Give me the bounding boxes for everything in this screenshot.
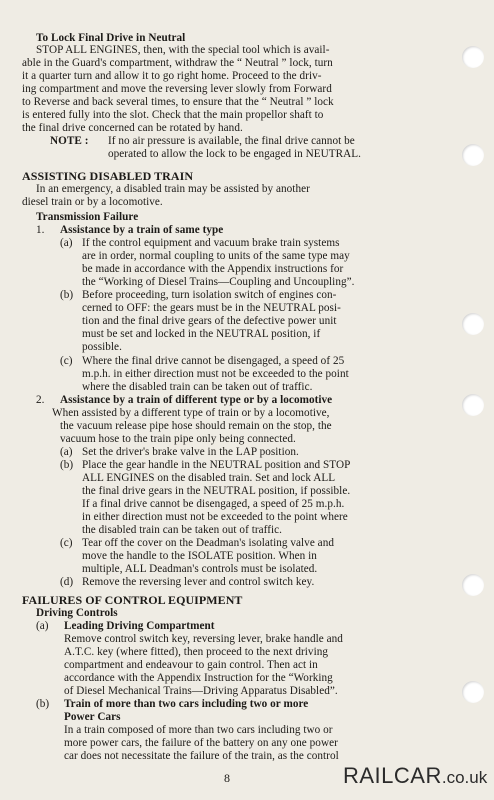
text-line: cerned to OFF: the gears must be in the NEUTRAL posi- (82, 302, 341, 314)
text-line: Where the final drive cannot be disengaged, a speed of 25 (82, 355, 345, 367)
item-number: 1. (36, 224, 45, 236)
subheading: Transmission Failure (36, 211, 139, 223)
text-line: in either direction must not be exceeded to the point where (82, 511, 348, 523)
text-line: Set the driver's brake valve in the LAP position. (82, 446, 299, 458)
text-line: If the control equipment and vacuum brake train systems (82, 237, 340, 249)
item-label: (c) (60, 537, 73, 549)
text-line: the “Working of Diesel Trains—Coupling and Uncoupling”. (82, 276, 355, 288)
text-line: move the handle to the ISOLATE position. When in (82, 550, 317, 562)
item-label: (a) (36, 620, 49, 632)
text-line: the disabled train can be taken out of traffic. (82, 524, 283, 536)
brand-suffix: .co.uk (441, 768, 488, 787)
text-line: If no air pressure is available, the final drive cannot be (108, 135, 355, 147)
text-line: where the disabled train can be taken out of traffic. (82, 381, 313, 393)
punch-hole (462, 313, 484, 335)
text-line: possible. (82, 341, 122, 353)
subheading: Driving Controls (36, 607, 118, 619)
punch-hole (462, 394, 484, 416)
text-line: car does not necessitate the failure of the train, as the control (64, 750, 339, 762)
text-line: must be set and locked in the NEUTRAL position, if (82, 328, 321, 340)
item-title: Power Cars (64, 711, 121, 723)
text-line: When assisted by a different type of train or by a locomotive, (52, 407, 330, 419)
text-line: Remove control switch key, reversing lever, brake handle and (64, 633, 343, 645)
section-heading: ASSISTING DISABLED TRAIN (22, 169, 194, 183)
item-label: (b) (60, 459, 74, 471)
text-line: multiple, ALL Deadman's controls must be isolated. (82, 563, 318, 575)
section-heading: To Lock Final Drive in Neutral (36, 32, 186, 44)
text-line: Remove the reversing lever and control switch key. (82, 576, 315, 588)
brand-main: RAILCAR (343, 763, 442, 788)
text-line: more power cars, the failure of the battery on any one power (64, 737, 338, 749)
text-line: it a quarter turn and allow it to go right home. Proceed to the driv- (22, 70, 322, 82)
item-label: (b) (60, 289, 74, 301)
text-line: Tear off the cover on the Deadman's isolating valve and (82, 537, 334, 549)
text-line: is entered fully into the slot. Check that the main propellor shaft to (22, 109, 324, 121)
text-line: ing compartment and move the reversing lever slowly from Forward (22, 83, 332, 95)
item-title: Train of more than two cars including two or more (64, 698, 309, 710)
item-title: Assistance by a train of same type (60, 224, 224, 236)
item-label: (c) (60, 355, 73, 367)
text-line: m.p.h. in either direction must not be exceeded to the point (82, 368, 349, 380)
page-number: 8 (224, 771, 230, 785)
text-line: able in the Guard's compartment, withdraw the “ Neutral ” lock, turn (22, 57, 333, 69)
text-line: A.T.C. key (where fitted), then proceed to the next driving (64, 646, 329, 658)
item-title: Leading Driving Compartment (64, 620, 215, 632)
text-line: the final drive gears in the NEUTRAL position, if possible. (82, 485, 351, 497)
text-line: are in order, normal coupling to units of the same type may (82, 250, 350, 262)
section-heading: FAILURES OF CONTROL EQUIPMENT (22, 593, 243, 607)
text-line: If a final drive cannot be disengaged, a speed of 25 m.p.h. (82, 498, 345, 510)
railcar-watermark (343, 763, 487, 789)
text-line: vacuum hose to the train pipe only being connected. (60, 433, 296, 445)
text-line: compartment and endeavour to gain control. Then act in (64, 659, 318, 671)
text-line: diesel train or by a locomotive. (22, 196, 163, 208)
text-line: the vacuum release pipe hose should remain on the stop, the (60, 420, 332, 432)
text-line: to Reverse and back several times, to ensure that the “ Neutral ” lock (22, 96, 334, 108)
item-label: (a) (60, 237, 73, 249)
text-line: of Diesel Mechanical Trains—Driving Apparatus Disabled”. (64, 685, 338, 697)
punch-hole (462, 46, 484, 68)
text-line: ALL ENGINES on the disabled train. Set and lock ALL (82, 472, 336, 484)
item-label: (d) (60, 576, 74, 588)
text-line: operated to allow the lock to be engaged in NEUTRAL. (108, 148, 362, 160)
punch-hole (462, 144, 484, 166)
text-line: In an emergency, a disabled train may be assisted by another (36, 183, 310, 195)
text-line: be made in accordance with the Appendix instructions for (82, 263, 344, 275)
note-label: NOTE : (50, 135, 89, 147)
text-line: the final drive concerned can be rotated by hand. (22, 122, 243, 134)
punch-hole (462, 681, 484, 703)
text-line: In a train composed of more than two cars including two or (64, 724, 333, 736)
text-line: tion and the final drive gears of the defective power unit (82, 315, 337, 327)
text-line: Before proceeding, turn isolation switch of engines con- (82, 289, 337, 301)
punch-hole (462, 574, 484, 596)
item-label: (b) (36, 698, 50, 710)
item-title: Assistance by a train of different type or by a locomotive (60, 394, 333, 406)
text-line: STOP ALL ENGINES, then, with the special tool which is avail- (36, 44, 330, 56)
text-line: accordance with the Appendix Instruction for the “Working (64, 672, 333, 684)
item-label: (a) (60, 446, 73, 458)
text-line: Place the gear handle in the NEUTRAL position and STOP (82, 459, 351, 471)
item-number: 2. (36, 394, 45, 406)
